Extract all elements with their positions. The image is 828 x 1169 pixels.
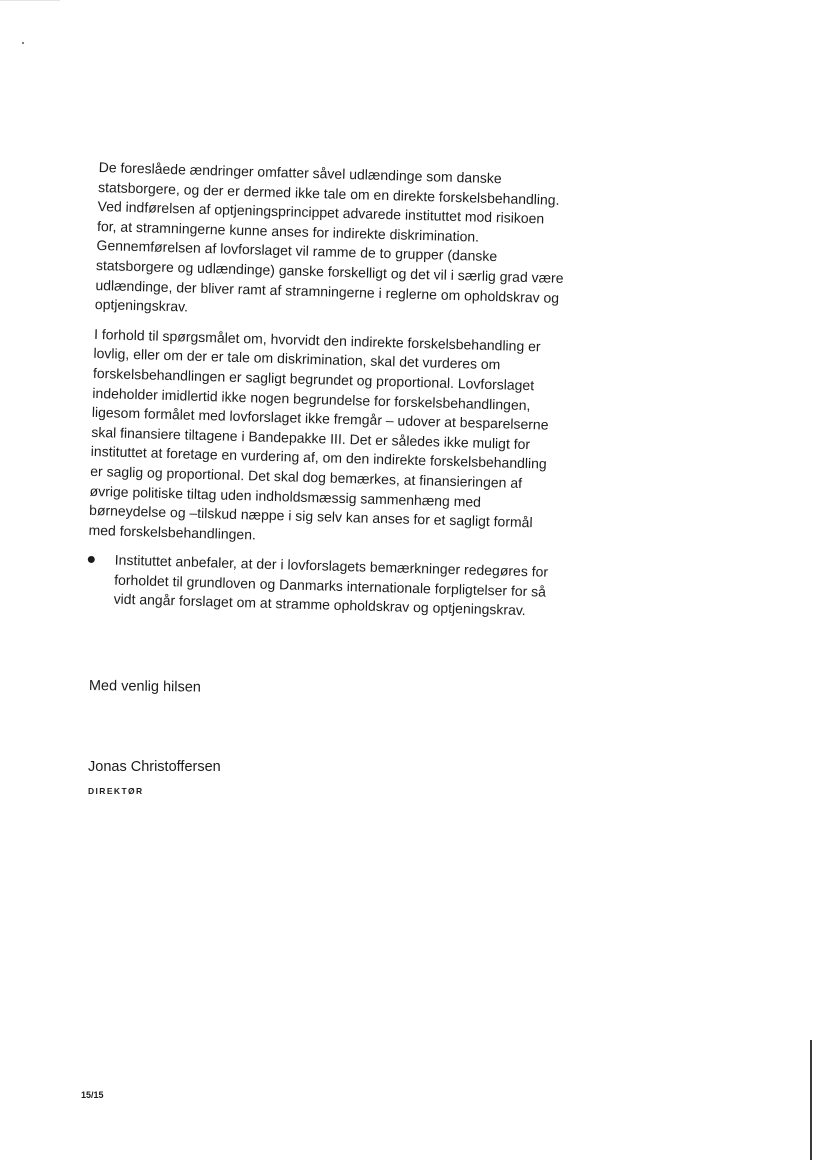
body-text: [86, 158, 568, 622]
scan-edge-line: [810, 1040, 812, 1160]
bullet-text: Instituttet anbefaler, at der i lovforslagets bemærkninger redegøres for forholdet til grundloven og Danmarks internationale forpligtelser for så vidt angår forslaget om at stramme opholdskrav og optjeningskrav.: [113, 551, 549, 619]
closing-salutation: Med venlig hilsen: [88, 678, 202, 696]
signer-name: Jonas Christoffersen: [88, 759, 221, 775]
scan-artifact-top: [0, 0, 60, 1]
bullet-icon: [88, 556, 95, 563]
recommendation-bullet: [86, 550, 557, 622]
paragraph-1: De foreslåede ændringer omfatter såvel udlændinge som danske statsborgere, og der er dermed ikke tale om en direkte forskelsbehandling. Ved indførelsen af optjeningsprincippet advarede instituttet mod risikoen for, at stramningerne kunne anses for indirekte diskrimination. Gennemførelsen af lovforslaget vil ramme de to grupper (danske statsborgere og udlændinge) ganske forskelligt og det vil i særlig grad være udlændinge, der bliver ramt af stramningerne i reglerne om opholdskrav og optjeningskrav.: [94, 158, 564, 315]
signer-title: DIREKTØR: [88, 786, 144, 796]
scan-speck: [22, 42, 24, 44]
paragraph-2: I forhold til spørgsmålet om, hvorvidt den indirekte forskelsbehandling er lovlig, eller om der er tale om diskrimination, skal det vurderes om forskelsbehandlingen er sagligt begrundet og proportional. Lovforslaget indeholder imidlertid ikke nogen begrundelse for forskelsbehandlingen, ligesom formålet med lovforslaget ikke fremgår – udover at besparelserne skal finansiere tiltagene i Bandepakke III. Det er således ikke muligt for instituttet at foretage en vurdering af, om den indirekte forskelsbehandling er saglig og proportional. Det skal dog bemærkes, at finansieringen af øvrige politiske tiltag uden indholdsmæssig sammenhæng med børneydelse og –tilskud næppe i sig selv kan anses for et sagligt formål med forskelsbehandlingen.: [88, 325, 549, 543]
page-number: 15/15: [81, 1090, 104, 1100]
